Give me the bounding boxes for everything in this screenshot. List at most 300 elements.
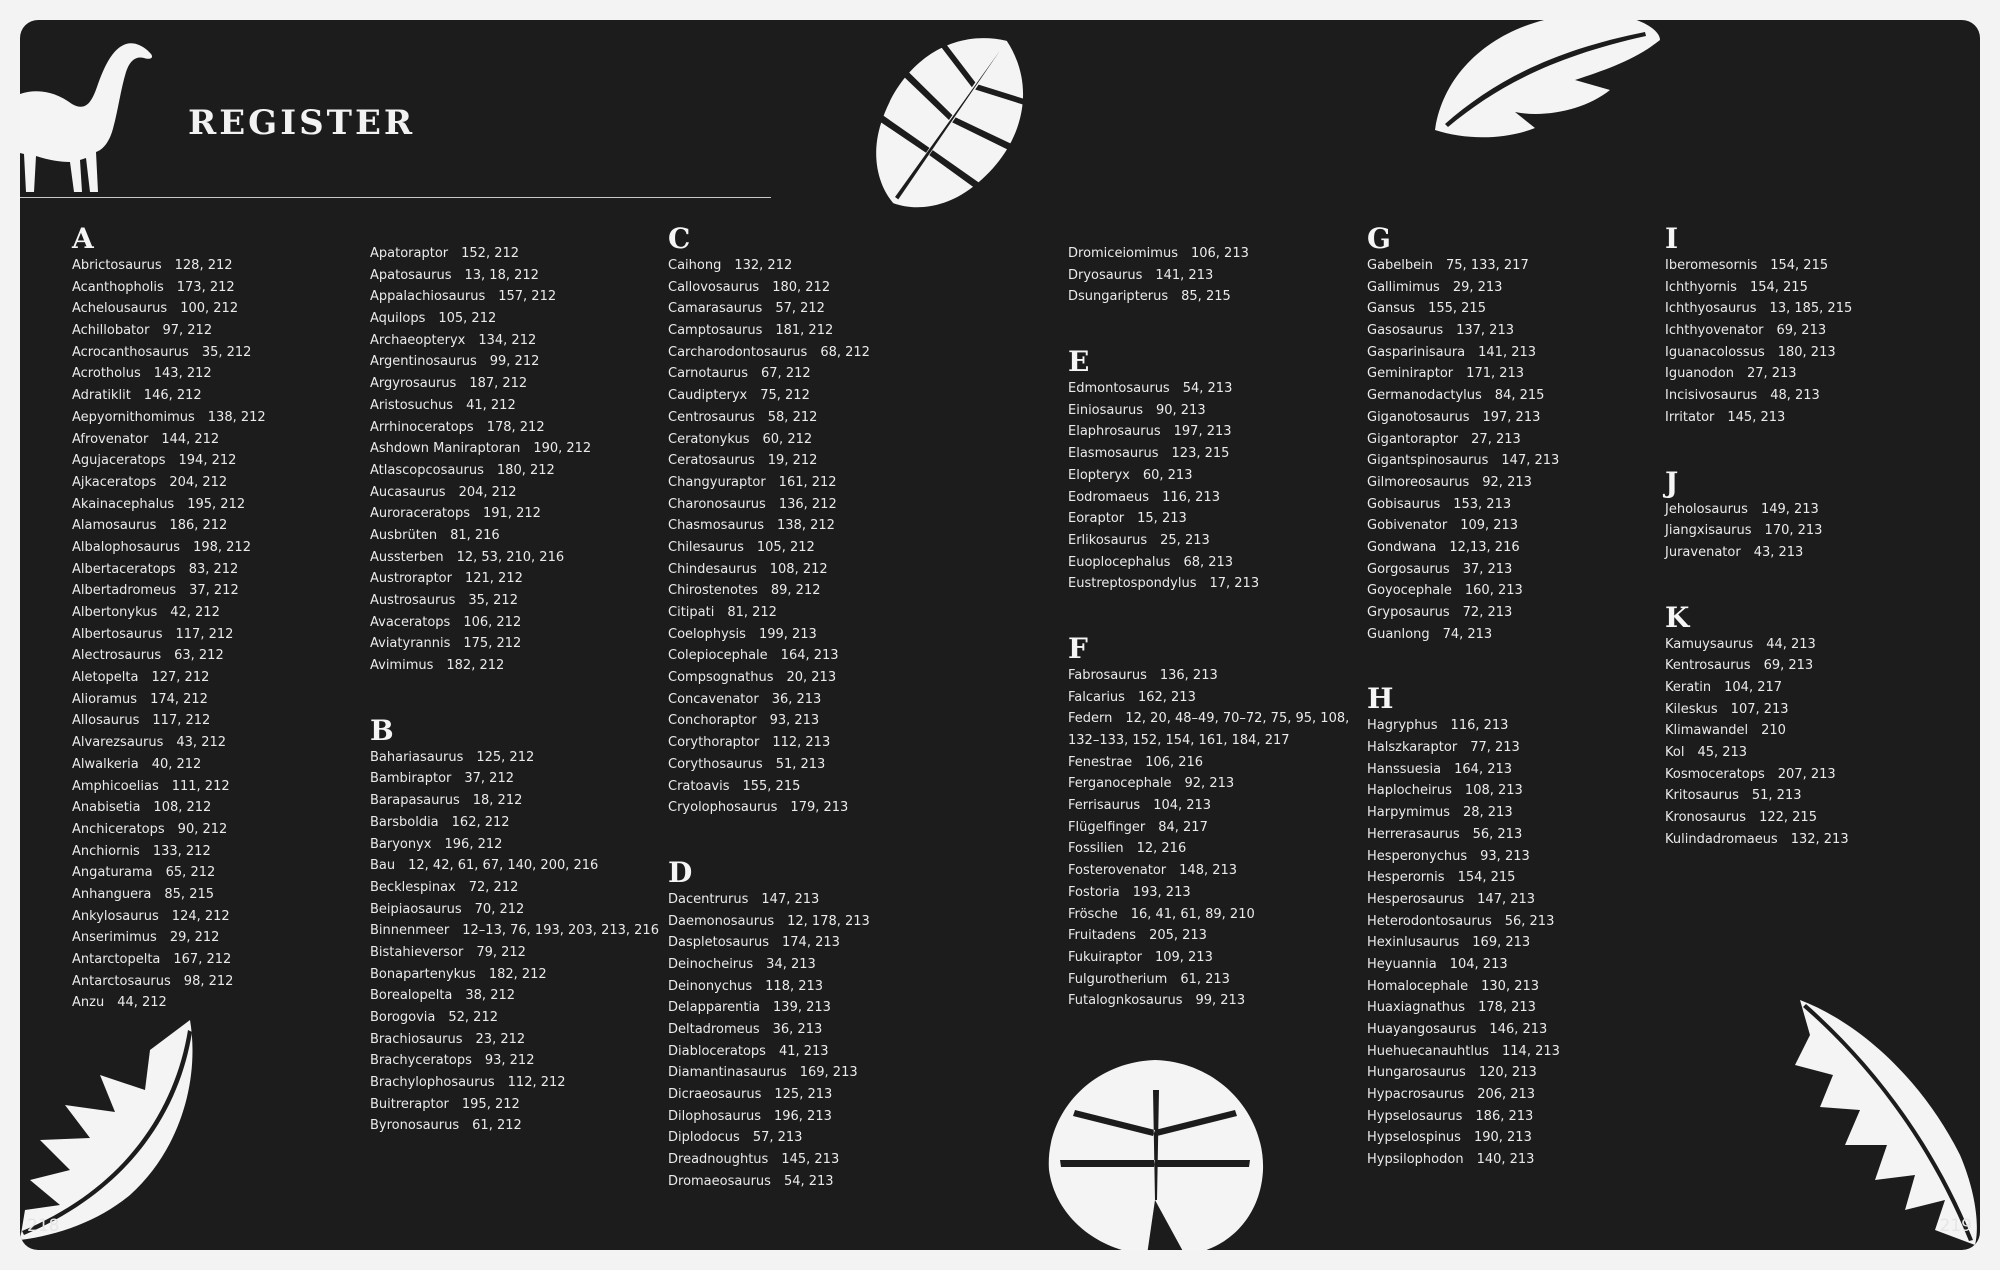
index-entry: [1068, 443, 1368, 465]
index-entry: [1068, 752, 1368, 774]
index-entry: [72, 949, 372, 971]
index-entry: [72, 537, 372, 559]
entry-term: Daspletosaurus: [668, 935, 769, 951]
index-entry: [668, 429, 968, 451]
entry-pages: 93, 212: [484, 1053, 535, 1069]
entry-term: Iberomesornis: [1665, 258, 1758, 273]
entry-pages: 13, 18, 212: [464, 267, 539, 283]
index-entry: [1068, 795, 1368, 817]
index-entry: [668, 255, 968, 277]
entry-pages: 121, 212: [464, 571, 523, 587]
entry-pages: 162, 213: [1137, 689, 1196, 705]
entry-pages: 16, 41, 61, 89, 210: [1130, 906, 1255, 922]
entry-term: Apatosaurus: [370, 267, 452, 283]
index-entry: [370, 286, 670, 308]
entry-pages: 36, 213: [772, 1022, 823, 1037]
index-entry: [1068, 378, 1368, 400]
entry-term: Eustreptospondylus: [1068, 576, 1197, 592]
entry-term: Dromaeosaurus: [668, 1173, 771, 1189]
index-entry: [370, 308, 670, 330]
index-entry: [370, 1072, 670, 1094]
page-number-right: 219: [1939, 1216, 1972, 1236]
index-entry: [1367, 889, 1667, 911]
book-spread: [20, 20, 1980, 1250]
entry-term: Goyocephale: [1367, 583, 1452, 599]
entry-pages: 167, 212: [173, 952, 232, 967]
entry-pages: 99, 213: [1195, 993, 1246, 1009]
entry-pages: 25, 213: [1160, 532, 1210, 548]
index-entry: [668, 954, 968, 976]
entry-term: Carnotaurus: [668, 366, 749, 382]
entry-term: Hesperosaurus: [1367, 891, 1465, 907]
index-entry: [1068, 708, 1368, 751]
index-entry: [370, 942, 670, 964]
entry-pages: 145, 213: [781, 1152, 840, 1168]
section-letter: F: [1068, 631, 1088, 665]
entry-term: Austroraptor: [370, 571, 452, 587]
index-entry: [1665, 363, 1965, 385]
index-entry: [370, 1050, 670, 1072]
entry-term: Becklespinax: [370, 879, 456, 895]
entry-term: Anabisetia: [72, 800, 141, 816]
index-entry: [370, 265, 670, 287]
entry-term: Acrotholus: [72, 366, 141, 382]
index-entry: [1068, 286, 1368, 308]
index-entry: [1068, 665, 1368, 687]
entry-pages: 199, 213: [758, 626, 817, 642]
entry-pages: 108, 212: [769, 561, 828, 577]
entry-pages: 57, 213: [752, 1130, 803, 1146]
entry-pages: 75, 212: [760, 388, 810, 404]
entry-term: Gobisaurus: [1367, 496, 1441, 512]
entry-pages: 197, 213: [1173, 424, 1232, 440]
entry-term: Anzu: [72, 995, 105, 1011]
entry-term: Albertaceratops: [72, 561, 176, 577]
index-entry: [72, 710, 372, 732]
entry-term: Corythoraptor: [668, 735, 760, 751]
index-entry: [1367, 602, 1667, 624]
entry-pages: 154, 215: [1770, 258, 1829, 273]
entry-term: Ichthyosaurus: [1665, 301, 1757, 317]
entry-term: Ceratonykus: [668, 431, 750, 447]
entry-pages: 85, 215: [164, 886, 215, 902]
index-entry: [668, 889, 968, 911]
index-entry: [668, 1127, 968, 1149]
entry-pages: 180, 212: [772, 279, 831, 295]
entry-term: Alwalkeria: [72, 756, 139, 772]
entry-term: Citipati: [668, 605, 715, 620]
index-entry: [1367, 624, 1667, 646]
index-entry: [370, 855, 670, 877]
entry-term: Giganotosaurus: [1367, 409, 1470, 425]
entry-pages: 204, 212: [169, 474, 228, 490]
entry-term: Bahariasaurus: [370, 749, 464, 765]
entry-pages: 17, 213: [1209, 576, 1260, 592]
entry-pages: 125, 212: [476, 749, 535, 765]
section-letter: I: [1665, 222, 1679, 255]
entry-pages: 108, 213: [1464, 783, 1523, 799]
index-entry: [1367, 759, 1667, 781]
index-column: [72, 215, 372, 1014]
entry-term: Bambiraptor: [370, 771, 452, 787]
entry-term: Alvarezsaurus: [72, 735, 164, 751]
index-entry: [1068, 530, 1368, 552]
index-entry: [668, 710, 968, 732]
index-entry: [668, 776, 968, 798]
index-entry: [1367, 932, 1667, 954]
entry-term: Guanlong: [1367, 626, 1430, 642]
entry-pages: 58, 212: [767, 409, 818, 425]
entry-pages: 143, 212: [153, 366, 212, 382]
entry-pages: 190, 213: [1473, 1130, 1532, 1146]
entry-term: Caihong: [668, 258, 722, 273]
entry-pages: 84, 215: [1494, 388, 1545, 404]
index-entry: [668, 407, 968, 429]
entry-term: Homalocephale: [1367, 978, 1469, 994]
index-entry: [668, 1171, 968, 1193]
entry-pages: 90, 212: [177, 821, 228, 837]
index-entry: [1068, 817, 1368, 839]
index-entry: [1367, 997, 1667, 1019]
index-entry: [370, 330, 670, 352]
entry-pages: 155, 215: [742, 778, 801, 794]
index-entry: [1665, 699, 1965, 721]
entry-pages: 106, 212: [463, 614, 522, 630]
index-entry: [370, 503, 670, 525]
entry-term: Hungarosaurus: [1367, 1065, 1466, 1081]
entry-term: Haplocheirus: [1367, 783, 1452, 799]
entry-term: Dilophosaurus: [668, 1108, 761, 1124]
entry-pages: 138, 212: [777, 518, 835, 534]
entry-term: Edmontosaurus: [1068, 381, 1170, 397]
entry-term: Iguanacolossus: [1665, 344, 1765, 360]
index-entry: [668, 1106, 968, 1128]
entry-pages: 161, 212: [778, 474, 837, 490]
entry-pages: 144, 212: [161, 431, 220, 447]
entry-term: Hanssuesia: [1367, 761, 1442, 777]
entry-pages: 149, 213: [1760, 501, 1819, 517]
entry-term: Eodromaeus: [1068, 489, 1150, 505]
entry-term: Aviatyrannis: [370, 636, 451, 652]
index-entry: [1367, 715, 1667, 737]
entry-term: Albertadromeus: [72, 583, 177, 599]
entry-term: Achillobator: [72, 323, 150, 339]
entry-pages: 83, 212: [188, 561, 239, 577]
entry-term: Aristosuchus: [370, 397, 454, 413]
entry-pages: 147, 213: [1501, 453, 1560, 469]
entry-term: Germanodactylus: [1367, 388, 1482, 404]
entry-pages: 48, 213: [1770, 388, 1820, 404]
index-entry: [72, 407, 372, 429]
index-entry: [668, 732, 968, 754]
entry-term: Gansus: [1367, 301, 1416, 317]
entry-term: Borealopelta: [370, 988, 453, 1004]
entry-term: Ausbrüten: [370, 527, 438, 543]
entry-term: Chirostenotes: [668, 583, 758, 599]
entry-pages: 194, 212: [178, 453, 237, 469]
entry-pages: 116, 213: [1450, 718, 1509, 734]
entry-pages: 169, 213: [1472, 935, 1531, 951]
entry-pages: 27, 213: [1746, 366, 1797, 382]
entry-pages: 178, 213: [1478, 1000, 1536, 1016]
entry-pages: 37, 213: [1462, 561, 1513, 577]
entry-pages: 69, 213: [1776, 323, 1827, 339]
entry-term: Corythosaurus: [668, 756, 763, 772]
entry-term: Atlascopcosaurus: [370, 462, 484, 478]
index-entry: [72, 992, 372, 1014]
entry-term: Appalachiosaurus: [370, 289, 486, 305]
index-entry: [1068, 904, 1368, 926]
entry-pages: 140, 213: [1476, 1152, 1535, 1168]
index-entry: [668, 559, 968, 581]
entry-term: Abrictosaurus: [72, 258, 162, 273]
index-entry: [668, 667, 968, 689]
entry-pages: 52, 212: [448, 1010, 498, 1026]
entry-term: Callovosaurus: [668, 279, 760, 295]
entry-term: Diabloceratops: [668, 1043, 766, 1059]
index-entry: [1367, 494, 1667, 516]
entry-pages: 141, 213: [1478, 344, 1537, 360]
index-entry: [1068, 465, 1368, 487]
index-entry: [1367, 780, 1667, 802]
entry-term: Halszkaraptor: [1367, 740, 1458, 756]
entry-term: Herrerasaurus: [1367, 826, 1460, 842]
entry-term: Flügelfinger: [1068, 819, 1146, 835]
index-entry: [1665, 499, 1965, 521]
index-entry: [1665, 655, 1965, 677]
entry-pages: 36, 213: [771, 691, 822, 707]
entry-term: Colepiocephale: [668, 648, 768, 664]
entry-term: Borogovia: [370, 1010, 436, 1026]
entry-term: Aucasaurus: [370, 484, 446, 500]
entry-pages: 19, 212: [767, 453, 818, 469]
index-entry: [1068, 860, 1368, 882]
entry-pages: 155, 215: [1428, 301, 1486, 317]
entry-term: Achelousaurus: [72, 301, 168, 317]
entry-pages: 57, 212: [775, 301, 825, 317]
entry-pages: 160, 213: [1464, 583, 1523, 599]
index-entry: [370, 547, 670, 569]
index-entry: [668, 515, 968, 537]
index-entry: [370, 417, 670, 439]
index-entry: [668, 363, 968, 385]
entry-pages: 132, 213: [1790, 831, 1849, 847]
entry-pages: 138, 212: [207, 409, 266, 425]
entry-term: Deinonychus: [668, 978, 753, 994]
entry-term: Gondwana: [1367, 539, 1437, 555]
entry-pages: 72, 213: [1462, 605, 1513, 620]
entry-term: Chilesaurus: [668, 539, 744, 555]
entry-term: Acanthopholis: [72, 279, 164, 295]
entry-term: Frösche: [1068, 906, 1118, 922]
index-entry: [370, 790, 670, 812]
index-entry: [1665, 742, 1965, 764]
entry-term: Charonosaurus: [668, 496, 766, 512]
entry-term: Kulindadromaeus: [1665, 831, 1778, 847]
entry-pages: 44, 213: [1766, 636, 1816, 652]
index-entry: [1367, 255, 1667, 277]
entry-term: Alioramus: [72, 691, 138, 707]
entry-pages: 84, 217: [1158, 819, 1208, 835]
entry-pages: 35, 212: [468, 593, 518, 608]
entry-term: Bonapartenykus: [370, 966, 476, 982]
index-entry: [1665, 764, 1965, 786]
entry-term: Barapasaurus: [370, 793, 460, 809]
entry-term: Austrosaurus: [370, 593, 456, 608]
entry-pages: 12, 216: [1136, 841, 1187, 857]
entry-pages: 81, 216: [450, 527, 500, 543]
entry-pages: 27, 213: [1471, 431, 1521, 447]
monstera-leaf-icon: [855, 20, 1045, 230]
entry-pages: 169, 213: [799, 1065, 858, 1081]
entry-term: Keratin: [1665, 679, 1712, 695]
index-entry: [668, 1149, 968, 1171]
entry-pages: 104, 217: [1724, 679, 1783, 695]
entry-pages: 98, 212: [183, 973, 234, 989]
entry-term: Amphicoelias: [72, 778, 159, 794]
index-column: [668, 215, 968, 1193]
entry-term: Huaxiagnathus: [1367, 1000, 1466, 1016]
entry-pages: 42, 212: [170, 605, 220, 620]
entry-pages: 128, 212: [174, 258, 233, 273]
entry-term: Hesperonychus: [1367, 848, 1468, 864]
index-entry: [370, 1007, 670, 1029]
entry-pages: 43, 213: [1753, 544, 1804, 560]
entry-pages: 205, 213: [1149, 928, 1207, 944]
entry-pages: 97, 212: [162, 323, 213, 339]
entry-term: Ashdown Maniraptoran: [370, 441, 521, 457]
entry-term: Camarasaurus: [668, 301, 763, 317]
entry-pages: 20, 213: [786, 670, 837, 686]
entry-term: Concavenator: [668, 691, 759, 707]
index-entry: [1367, 1019, 1667, 1041]
monstera-leaf-icon: [1035, 1050, 1275, 1250]
index-entry: [72, 277, 372, 299]
entry-term: Aepyornithomimus: [72, 409, 195, 425]
entry-term: Fabrosaurus: [1068, 667, 1147, 683]
index-entry: [1665, 634, 1965, 656]
index-entry: [668, 320, 968, 342]
entry-term: Albertonykus: [72, 605, 158, 620]
index-entry: [72, 645, 372, 667]
entry-pages: 164, 213: [1454, 761, 1513, 777]
entry-pages: 118, 213: [765, 978, 824, 994]
entry-pages: 112, 212: [507, 1075, 566, 1091]
index-entry: [1068, 265, 1368, 287]
entry-term: Heterodontosaurus: [1367, 913, 1492, 929]
index-entry: [72, 515, 372, 537]
index-entry: [1665, 277, 1965, 299]
index-entry: [370, 920, 670, 942]
entry-term: Gilmoreosaurus: [1367, 474, 1470, 490]
entry-term: Alamosaurus: [72, 518, 157, 534]
index-entry: [668, 1062, 968, 1084]
index-entry: [370, 834, 670, 856]
entry-term: Huayangosaurus: [1367, 1022, 1477, 1037]
entry-term: Elopteryx: [1068, 467, 1130, 483]
index-entry: [1665, 320, 1965, 342]
entry-term: Kamuysaurus: [1665, 636, 1754, 652]
index-entry: [1367, 580, 1667, 602]
entry-term: Irritator: [1665, 409, 1715, 425]
entry-pages: 89, 212: [770, 583, 821, 599]
index-entry: [1367, 320, 1667, 342]
entry-pages: 154, 215: [1749, 279, 1808, 295]
entry-pages: 72, 212: [468, 879, 519, 895]
entry-term: Kileskus: [1665, 701, 1718, 717]
entry-pages: 69, 213: [1763, 658, 1814, 674]
index-entry: [370, 1029, 670, 1051]
title-divider: [20, 197, 771, 198]
section-letter: J: [1665, 465, 1679, 499]
entry-term: Fulgurotherium: [1068, 971, 1168, 987]
entry-term: Jiangxisaurus: [1665, 523, 1752, 539]
index-column: [370, 243, 670, 1137]
entry-pages: 37, 212: [464, 771, 514, 787]
entry-pages: 41, 213: [778, 1043, 829, 1059]
entry-term: Eoraptor: [1068, 511, 1125, 527]
index-entry: [1367, 846, 1667, 868]
entry-term: Dacentrurus: [668, 891, 749, 907]
entry-term: Antarctopelta: [72, 952, 161, 967]
entry-term: Barsboldia: [370, 814, 439, 830]
entry-pages: 147, 213: [1477, 891, 1536, 907]
entry-pages: 171, 213: [1466, 366, 1525, 382]
entry-term: Anchiornis: [72, 843, 140, 859]
entry-term: Diamantinasaurus: [668, 1065, 787, 1081]
index-entry: [72, 472, 372, 494]
entry-pages: 107, 213: [1730, 701, 1789, 717]
index-entry: [1367, 802, 1667, 824]
entry-pages: 114, 213: [1502, 1043, 1560, 1059]
section-letter: K: [1665, 600, 1690, 634]
entry-term: Aletopelta: [72, 670, 139, 686]
entry-pages: 92, 213: [1184, 776, 1235, 792]
entry-pages: 54, 213: [1182, 381, 1233, 397]
entry-term: Euoplocephalus: [1068, 554, 1171, 570]
entry-term: Gobivenator: [1367, 518, 1448, 534]
entry-term: Archaeopteryx: [370, 332, 466, 348]
index-entry: [1665, 785, 1965, 807]
entry-term: Ceratosaurus: [668, 453, 755, 469]
index-entry: [1068, 552, 1368, 574]
index-entry: [72, 841, 372, 863]
entry-pages: 186, 212: [169, 518, 228, 534]
index-entry: [72, 494, 372, 516]
index-entry: [1068, 925, 1368, 947]
index-entry: [72, 927, 372, 949]
entry-pages: 174, 213: [782, 935, 840, 951]
entry-term: Hagryphus: [1367, 718, 1438, 734]
entry-pages: 29, 213: [1452, 279, 1503, 295]
entry-pages: 67, 212: [761, 366, 811, 382]
entry-pages: 51, 213: [1751, 788, 1802, 804]
index-entry: [1665, 385, 1965, 407]
entry-pages: 45, 213: [1697, 745, 1748, 760]
entry-pages: 190, 212: [533, 441, 592, 457]
index-entry: [1665, 255, 1965, 277]
entry-pages: 154, 215: [1457, 870, 1516, 886]
entry-pages: 206, 213: [1477, 1087, 1536, 1103]
entry-term: Antarctosaurus: [72, 973, 171, 989]
entry-pages: 196, 212: [444, 836, 503, 852]
index-entry: [72, 624, 372, 646]
index-entry: [668, 645, 968, 667]
entry-term: Kentrosaurus: [1665, 658, 1751, 674]
index-entry: [668, 1019, 968, 1041]
entry-term: Caudipteryx: [668, 388, 748, 404]
entry-term: Argyrosaurus: [370, 376, 457, 392]
